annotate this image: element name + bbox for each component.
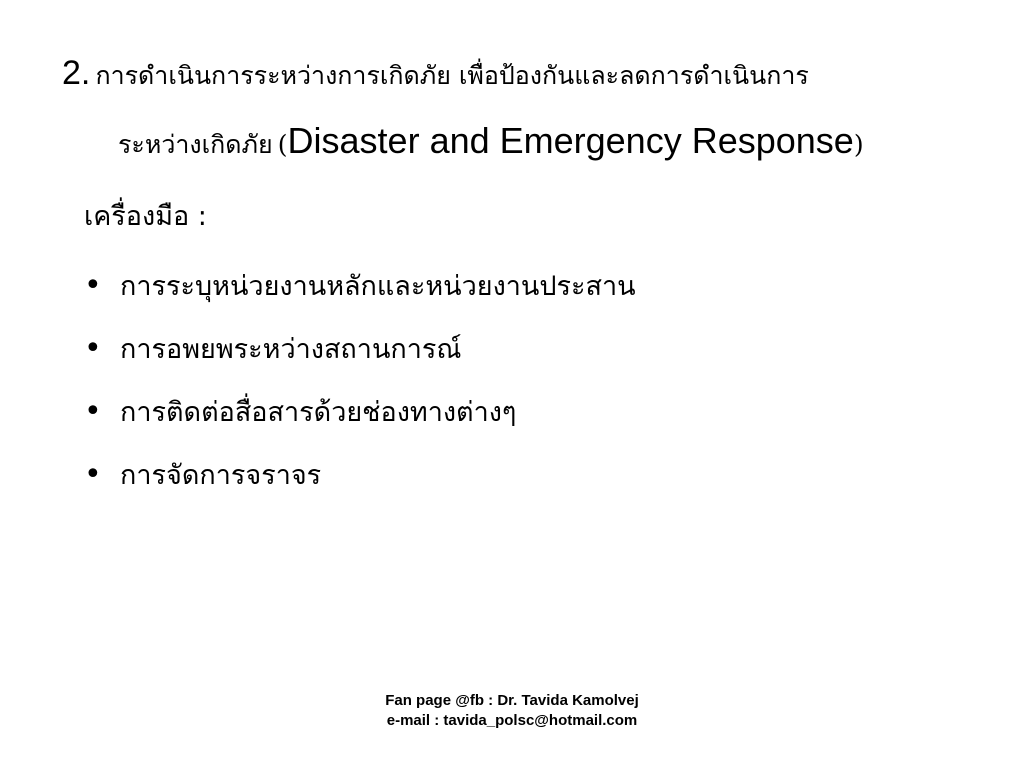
list-item-text: การจัดการจราจร bbox=[120, 460, 322, 491]
bullet-icon: • bbox=[84, 267, 102, 303]
bullet-icon: • bbox=[84, 330, 102, 366]
title-line-1 bbox=[62, 42, 982, 110]
list-item-text: การติดต่อสื่อสารด้วยช่องทางต่างๆ bbox=[120, 397, 517, 428]
footer-email: e-mail : tavida_polsc@hotmail.com bbox=[386, 712, 638, 729]
title-number: 2. bbox=[62, 54, 91, 92]
bullet-icon: • bbox=[84, 456, 102, 492]
bullet-icon: • bbox=[84, 393, 102, 429]
slide-content bbox=[84, 192, 964, 506]
list-item bbox=[84, 443, 964, 506]
tools-heading: เครื่องมือ : bbox=[84, 201, 207, 232]
title-line-2 bbox=[62, 110, 982, 179]
footer-fan-page: Fan page @fb : Dr. Tavida Kamolvej bbox=[385, 692, 639, 709]
title-thai-line-1: การดำเนินการระหว่างการเกิดภัย เพื่อป้องกันและลดการดำเนินการ bbox=[95, 61, 809, 90]
tools-list bbox=[84, 254, 964, 506]
list-item bbox=[84, 380, 964, 443]
list-item-text: การระบุหน่วยงานหลักและหน่วยงานประสาน bbox=[120, 271, 636, 302]
list-item bbox=[84, 254, 964, 317]
title-open-paren: ( bbox=[277, 130, 288, 159]
slide-footer bbox=[0, 691, 1024, 731]
title-thai-line-2: ระหว่างเกิดภัย bbox=[118, 130, 273, 159]
title-english: Disaster and Emergency Response bbox=[287, 120, 854, 161]
slide-title bbox=[62, 42, 982, 179]
list-item bbox=[84, 317, 964, 380]
title-close-paren: ) bbox=[853, 130, 864, 159]
list-item-text: การอพยพระหว่างสถานการณ์ bbox=[120, 334, 462, 365]
